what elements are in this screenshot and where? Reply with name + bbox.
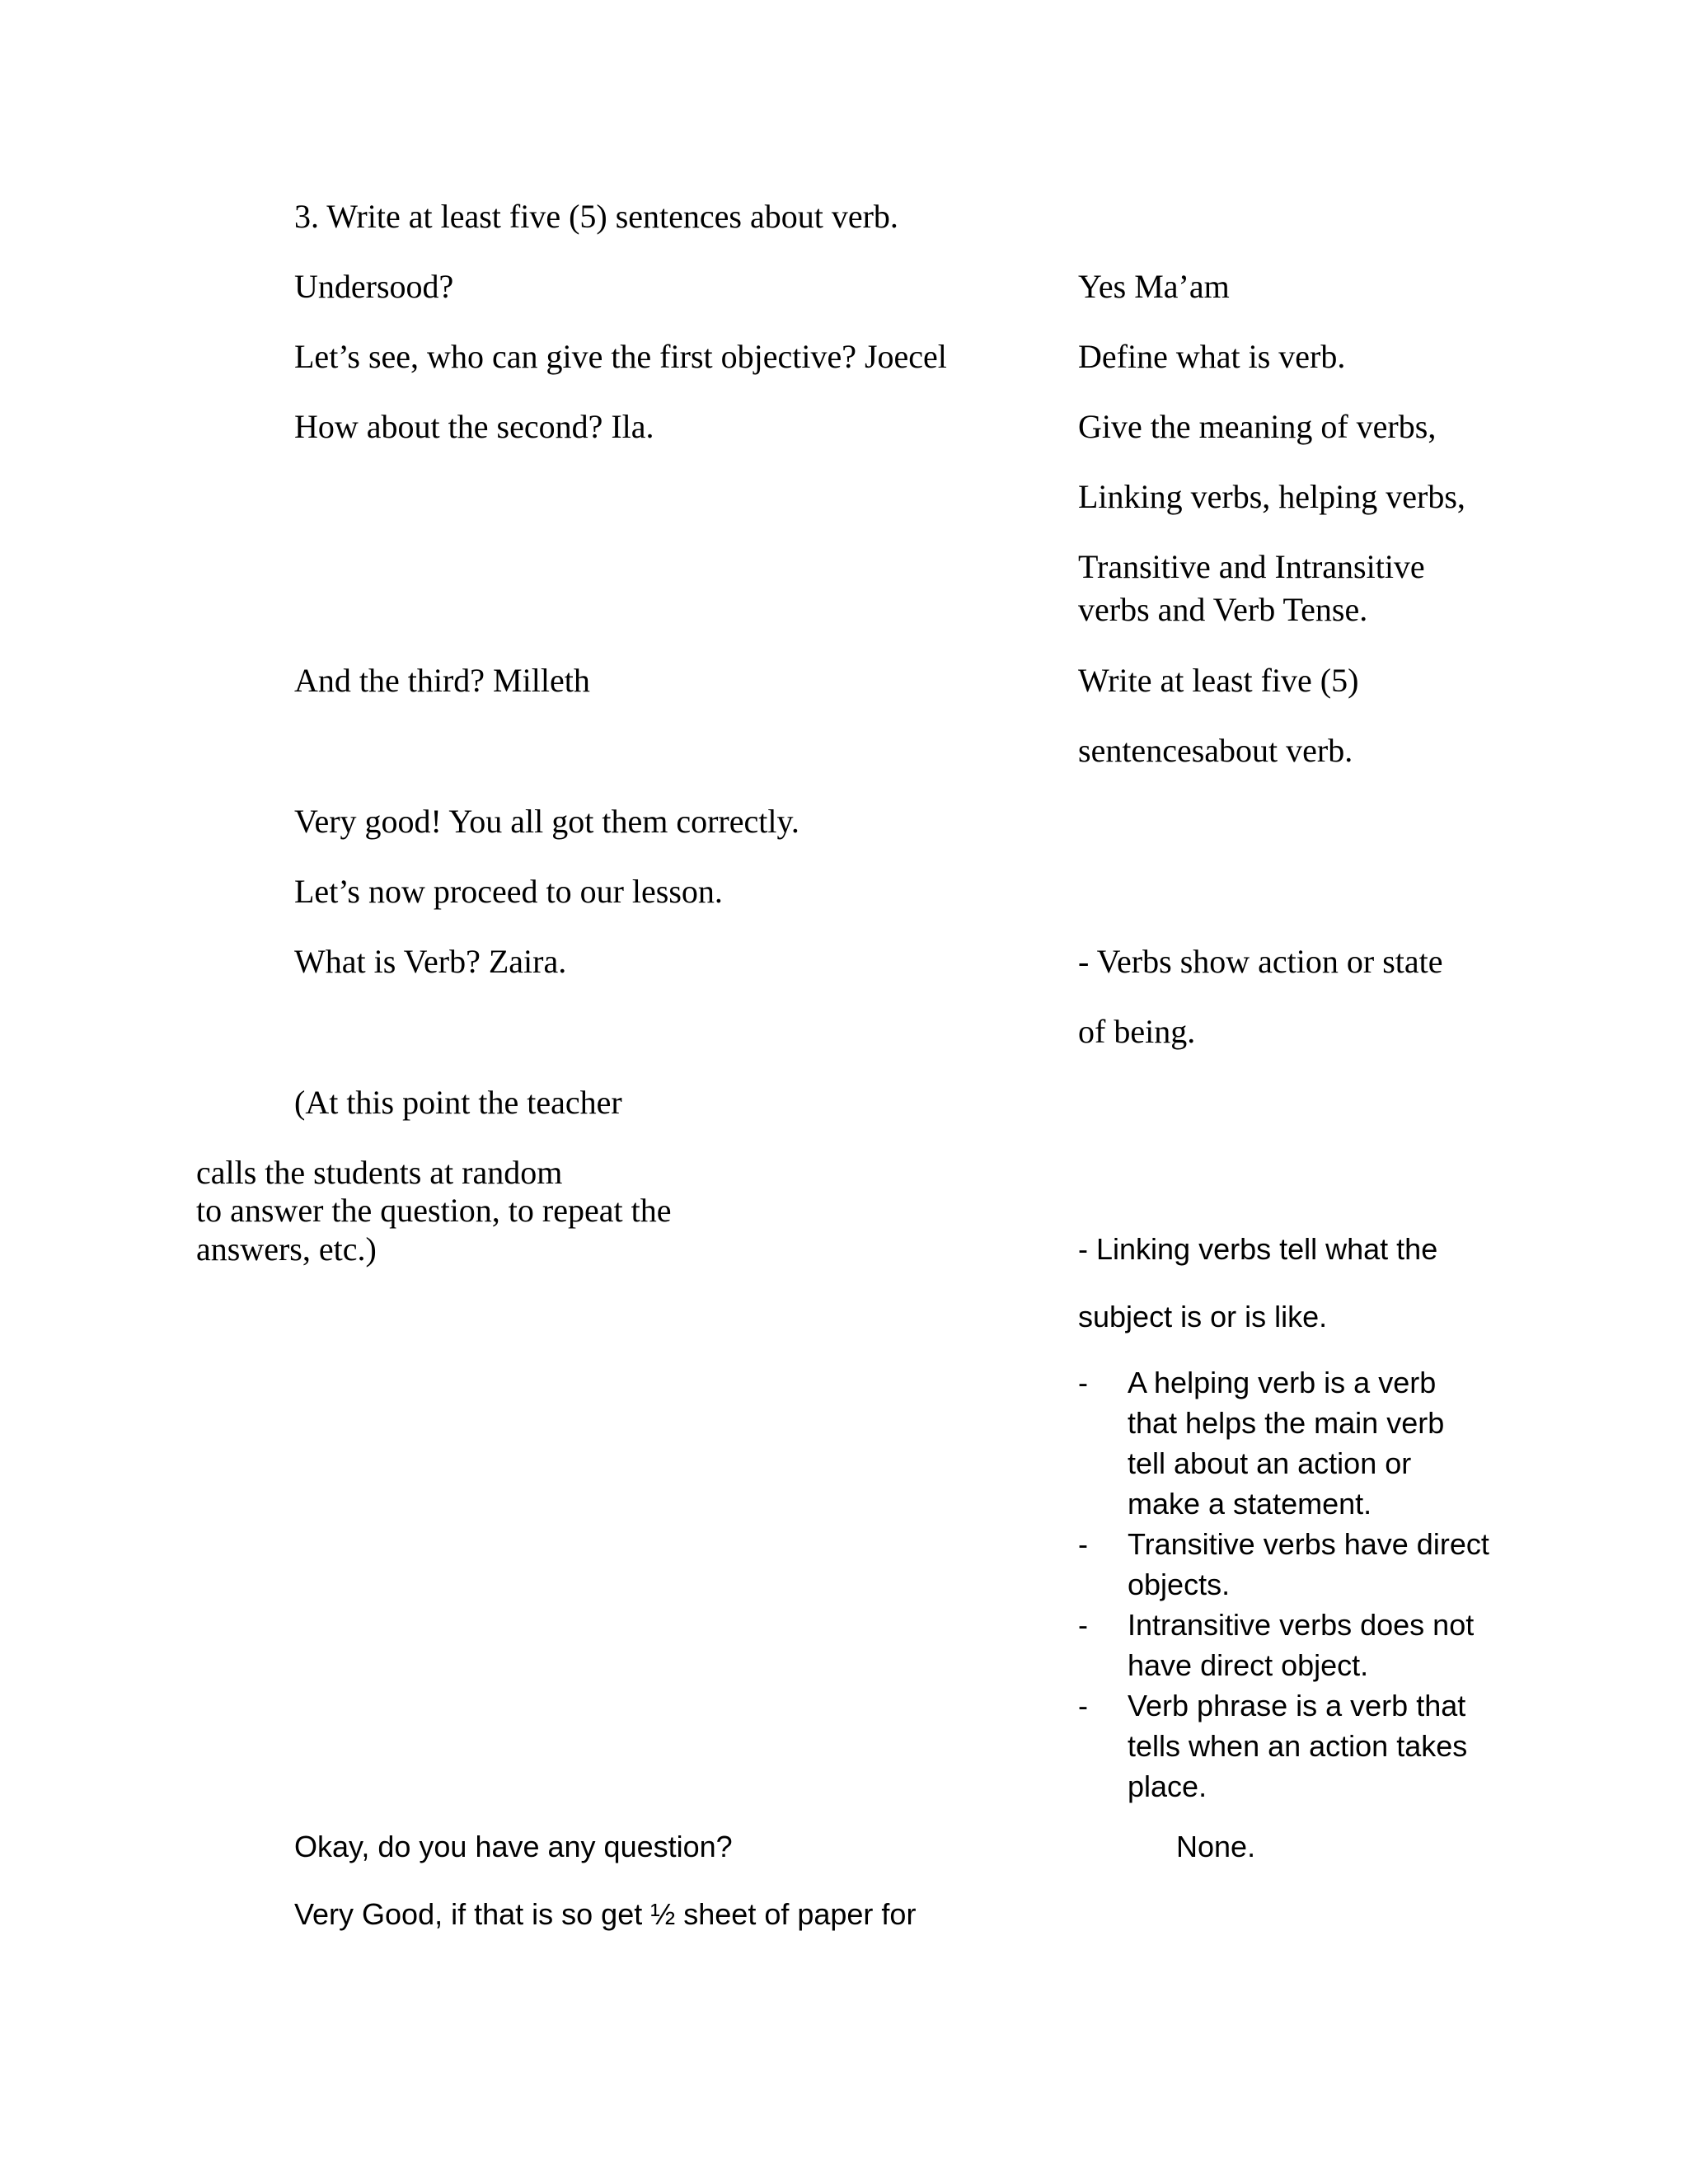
second-objective-question: How about the second? Ila.: [294, 408, 654, 445]
list-item-text: Verb phrase is a verb that tells when an action takes place.: [1128, 1689, 1468, 1803]
student-answer-define: Define what is verb.: [1078, 338, 1346, 375]
list-item-text: A helping verb is a verb that helps the main verb tell about an action or make a statement.: [1128, 1366, 1445, 1521]
list-item: [1078, 1362, 1490, 1524]
proceed-to-lesson: Let’s now proceed to our lesson.: [294, 873, 723, 910]
bullet-dash: -: [1078, 1608, 1088, 1642]
list-item-text: Transitive verbs have direct objects.: [1128, 1527, 1489, 1601]
list-item: [1078, 1605, 1490, 1685]
objective-3-line: 3. Write at least five (5) sentences about verb.: [294, 198, 898, 235]
student-answer-verbs-show-line-1: - Verbs show action or state: [1078, 943, 1443, 980]
very-good-remark: Very good! You all got them correctly.: [294, 803, 799, 840]
third-objective-question: And the third? Milleth: [294, 662, 590, 699]
student-answer-transitive-line-2: verbs and Verb Tense.: [1078, 591, 1368, 628]
student-answer-transitive-line-1: Transitive and Intransitive: [1078, 548, 1425, 585]
student-answer-yes: Yes Ma’am: [1078, 268, 1230, 305]
teacher-note-line-2: calls the students at random: [196, 1154, 563, 1191]
teacher-note-line-4: answers, etc.): [196, 1230, 377, 1268]
what-is-verb-question: What is Verb? Zaira.: [294, 943, 567, 980]
student-answer-meaning: Give the meaning of verbs,: [1078, 408, 1437, 445]
list-item: [1078, 1685, 1490, 1807]
teacher-note-line-3: to answer the question, to repeat the: [196, 1192, 672, 1229]
student-answer-linking-line-2: subject is or is like.: [1078, 1300, 1328, 1333]
teacher-note-line-1: (At this point the teacher: [294, 1084, 622, 1121]
any-question-prompt: Okay, do you have any question?: [294, 1830, 733, 1863]
bullet-dash: -: [1078, 1689, 1088, 1722]
bullet-dash: -: [1078, 1527, 1088, 1561]
first-objective-question: Let’s see, who can give the first objective? Joecel: [294, 338, 947, 375]
list-item: [1078, 1524, 1490, 1605]
list-item-text: Intransitive verbs does not have direct object.: [1128, 1608, 1475, 1682]
student-answer-linking-line-1: - Linking verbs tell what the: [1078, 1232, 1438, 1266]
student-answer-verbs-show-line-2: of being.: [1078, 1013, 1196, 1050]
student-answer-write-line-1: Write at least five (5): [1078, 662, 1359, 699]
bullet-dash: -: [1078, 1366, 1088, 1399]
student-answer-write-line-2: sentencesabout verb.: [1078, 732, 1353, 769]
student-answer-linking-helping: Linking verbs, helping verbs,: [1078, 478, 1465, 515]
student-answer-none: None.: [1176, 1830, 1256, 1863]
half-sheet-instruction: Very Good, if that is so get ½ sheet of paper for: [294, 1897, 917, 1931]
verb-definitions-list: [1078, 1362, 1490, 1807]
understood-question: Undersood?: [294, 268, 454, 305]
